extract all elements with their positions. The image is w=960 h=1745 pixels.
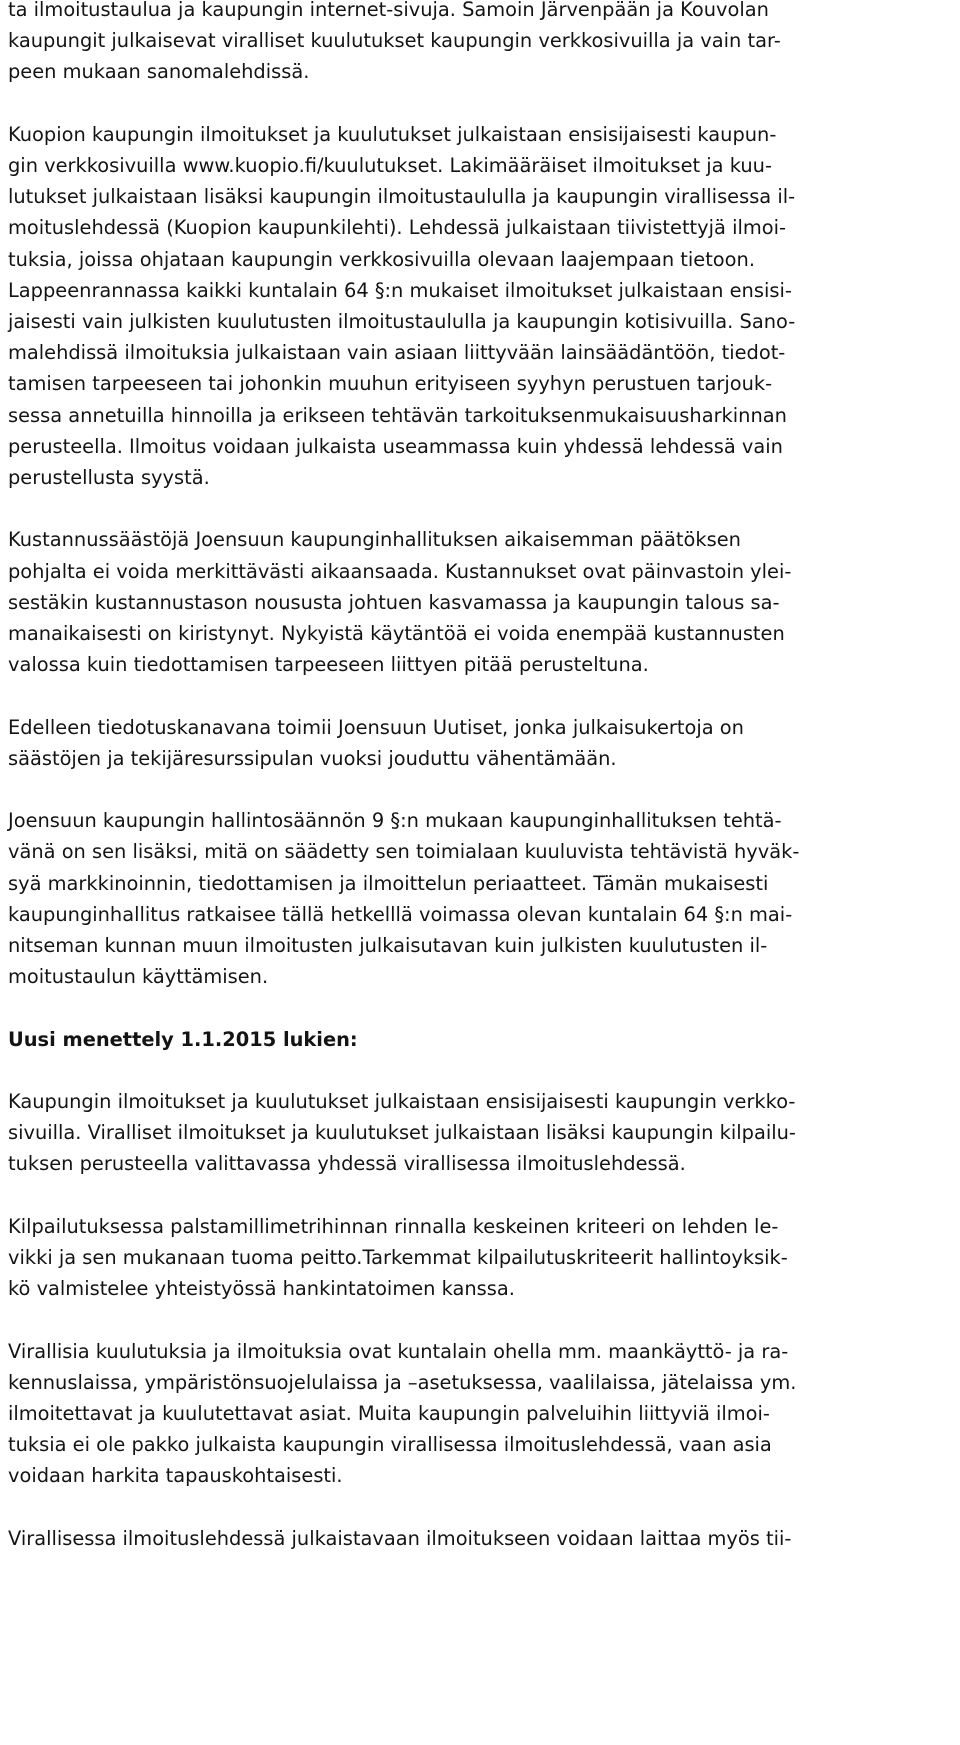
- text-line: Lappeenrannassa kaikki kuntalain 64 §:n mukaiset ilmoitukset julkaistaan ensisi-: [8, 278, 792, 302]
- text-line: moitustaulun käyttämisen.: [8, 965, 269, 989]
- document-body-before-heading: [8, 0, 952, 992]
- text-line: sivuilla. Viralliset ilmoitukset ja kuulutukset julkaistaan lisäksi kaupungin kilpailu-: [8, 1121, 796, 1145]
- paragraph-final-cutoff: [8, 1523, 952, 1554]
- paragraph-cost-savings: [8, 524, 952, 680]
- text-line: Kaupungin ilmoitukset ja kuulutukset julkaistaan ensisijaisesti kaupungin verkko-: [8, 1090, 796, 1114]
- text-line: jaisesti vain julkisten kuulutusten ilmoitustaululla ja kaupungin kotisivuilla. Sano-: [8, 310, 796, 334]
- text-line: valossa kuin tiedottamisen tarpeeseen liittyen pitää perusteltuna.: [8, 653, 649, 677]
- text-line: ilmoitettavat ja kuulutettavat asiat. Muita kaupungin palveluihin liittyviä ilmoi-: [8, 1402, 770, 1426]
- paragraph-new-procedure: [8, 1086, 952, 1180]
- text-line: säästöjen ja tekijäresurssipulan vuoksi jouduttu vähentämään.: [8, 746, 617, 770]
- text-line: tuksia, joissa ohjataan kaupungin verkkosivuilla olevaan laajempaan tietoon.: [8, 247, 755, 271]
- text-line: malehdissä ilmoituksia julkaistaan vain asiaan liittyvään lainsäädäntöön, tiedot-: [8, 341, 786, 365]
- text-line: gin verkkosivuilla www.kuopio.fi/kuulutukset. Lakimääräiset ilmoitukset ja kuu-: [8, 154, 772, 177]
- text-line: nitseman kunnan muun ilmoitusten julkaisutavan kuin julkisten kuulutusten il-: [8, 934, 768, 958]
- text-line: vänä on sen lisäksi, mitä on säädetty sen toimialaan kuuluvista tehtävistä hyväk-: [8, 840, 800, 864]
- document-page: [8, 0, 952, 1585]
- text-line: syä markkinoinnin, tiedottamisen ja ilmoittelun periaatteet. Tämän mukaisesti: [8, 871, 769, 895]
- text-line: tamisen tarpeeseen tai johonkin muuhun erityiseen syyhyn perustuen tarjouk-: [8, 372, 773, 396]
- text-line: Joensuun kaupungin hallintosäännön 9 §:n mukaan kaupunginhallituksen tehtä-: [8, 809, 782, 833]
- text-line: Virallisessa ilmoituslehdessä julkaistavaan ilmoitukseen voidaan laittaa myös tii-: [8, 1526, 792, 1550]
- text-line: kaupungit julkaisevat viralliset kuulutukset kaupungin verkkosivuilla ja vain tar-: [8, 29, 781, 53]
- text-line: Kuopion kaupungin ilmoitukset ja kuulutukset julkaistaan ensisijaisesti kaupun-: [8, 122, 777, 146]
- paragraph-intro-continuation: [8, 0, 952, 88]
- text-line: kaupunginhallitus ratkaisee tällä hetkelllä voimassa olevan kuntalain 64 §:n mai-: [8, 902, 793, 926]
- text-line: manaikaisesti on kiristynyt. Nykyistä käytäntöä ei voida enempää kustannusten: [8, 622, 785, 646]
- paragraph-joensuun-uutiset: [8, 712, 952, 774]
- paragraph-official-notices: [8, 1336, 952, 1492]
- text-line: perustellusta syystä.: [8, 466, 210, 490]
- text-line: tuksen perusteella valittavassa yhdessä virallisessa ilmoituslehdessä.: [8, 1152, 686, 1176]
- text-line: ta ilmoitustaulua ja kaupungin internet-sivuja. Samoin Järvenpään ja Kouvolan: [8, 0, 769, 21]
- text-line: kennuslaissa, ympäristönsuojelulaissa ja –asetuksessa, vaalilaissa, jätelaissa ym.: [8, 1370, 797, 1394]
- text-line: peen mukaan sanomalehdissä.: [8, 60, 310, 84]
- text-line: sessa annetuilla hinnoilla ja erikseen tehtävän tarkoituksenmukaisuusharkinnan: [8, 403, 787, 427]
- document-body-after-heading: [8, 1086, 952, 1554]
- text-line: pohjalta ei voida merkittävästi aikaansaada. Kustannukset ovat päinvastoin ylei-: [8, 559, 792, 583]
- text-line: Edelleen tiedotuskanavana toimii Joensuun Uutiset, jonka julkaisukertoja on: [8, 715, 744, 739]
- text-line: perusteella. Ilmoitus voidaan julkaista useammassa kuin yhdessä lehdessä vain: [8, 434, 783, 458]
- text-line: moituslehdessä (Kuopion kaupunkilehti). Lehdessä julkaistaan tiivistettyjä ilmoi-: [8, 216, 786, 240]
- text-line: lutukset julkaistaan lisäksi kaupungin ilmoitustaululla ja kaupungin virallisessa il-: [8, 185, 796, 209]
- text-line: kö valmistelee yhteistyössä hankintatoimen kanssa.: [8, 1277, 515, 1301]
- paragraph-tendering: [8, 1211, 952, 1305]
- text-line: voidaan harkita tapauskohtaisesti.: [8, 1464, 343, 1488]
- text-line: Kilpailutuksessa palstamillimetrihinnan rinnalla keskeinen kriteeri on lehden le-: [8, 1214, 779, 1238]
- section-heading: Uusi menettely 1.1.2015 lukien:: [8, 1027, 358, 1051]
- text-line: sestäkin kustannustason noususta johtuen kasvamassa ja kaupungin talous sa-: [8, 590, 780, 614]
- text-line: Kustannussäästöjä Joensuun kaupunginhallituksen aikaisemman päätöksen: [8, 528, 741, 552]
- paragraph-hallintosaanto: [8, 805, 952, 992]
- text-line: tuksia ei ole pakko julkaista kaupungin virallisessa ilmoituslehdessä, vaan asia: [8, 1433, 772, 1457]
- paragraph-kuopio-lappeenranta: [8, 119, 952, 493]
- text-line: vikki ja sen mukanaan tuoma peitto.Tarkemmat kilpailutuskriteerit hallintoyksik-: [8, 1246, 788, 1270]
- text-line: Virallisia kuulutuksia ja ilmoituksia ovat kuntalain ohella mm. maankäyttö- ja ra-: [8, 1339, 789, 1363]
